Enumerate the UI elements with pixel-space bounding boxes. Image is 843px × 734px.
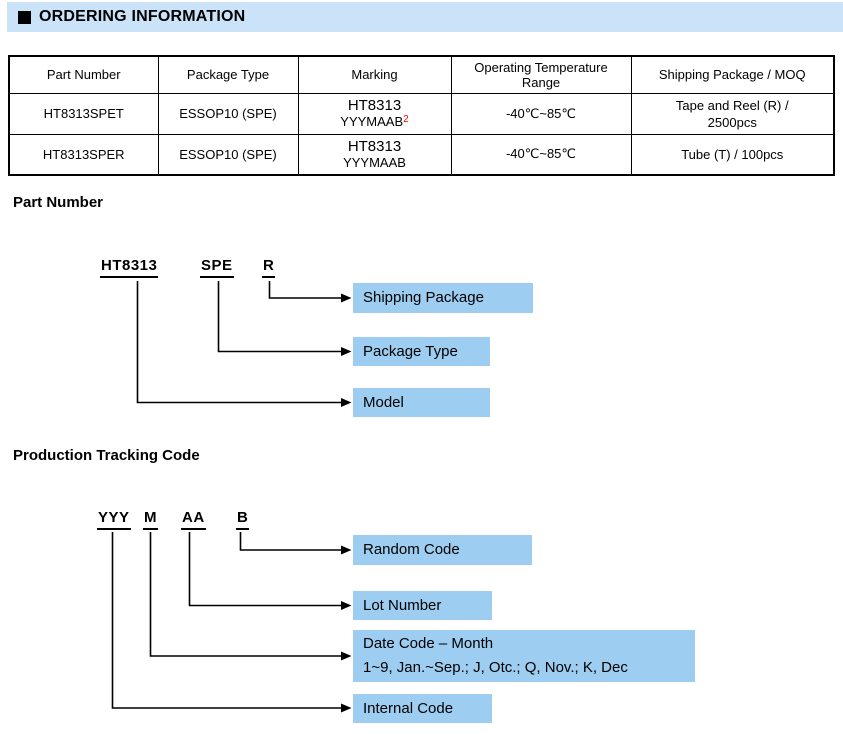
section-header — [7, 2, 843, 32]
package-type-box: Package Type — [353, 337, 490, 366]
section-bullet-icon — [18, 11, 31, 24]
date-code-line2: 1~9, Jan.~Sep.; J, Otc.; Q, Nov.; K, Dec — [363, 659, 628, 676]
arrow-right-icon — [341, 704, 352, 713]
table-header-row — [9, 56, 834, 93]
col-header-shipping: Shipping Package / MOQ — [631, 56, 834, 93]
shipping-line2: 2500pcs — [707, 114, 757, 130]
code-shipping: R — [262, 257, 275, 278]
col-header-part-number: Part Number — [9, 56, 158, 93]
date-code-box — [353, 630, 695, 682]
part-number-cell: HT8313SPER — [9, 134, 158, 175]
arrow-right-icon — [341, 398, 352, 407]
marking-line2 — [303, 155, 447, 170]
col-header-marking: Marking — [298, 56, 451, 93]
connector-package-type — [219, 281, 352, 356]
marking-footnote-superscript: 2 — [403, 113, 409, 125]
marking-code: YYYMAAB — [340, 113, 404, 129]
shipping-cell — [631, 93, 834, 134]
table-row — [9, 93, 834, 134]
internal-code-box: Internal Code — [353, 694, 492, 723]
section-title: ORDERING INFORMATION — [39, 8, 246, 25]
date-code-line1: Date Code – Month — [363, 635, 494, 652]
marking-cell — [298, 93, 451, 134]
code-model: HT8313 — [100, 257, 158, 278]
model-box: Model — [353, 388, 490, 417]
marking-line1: HT8313 — [347, 138, 402, 156]
code-aa: AA — [181, 509, 206, 530]
marking-line1: HT8313 — [347, 96, 402, 114]
package-type-cell: ESSOP10 (SPE) — [158, 93, 298, 134]
shipping-cell — [631, 134, 834, 175]
marking-cell — [298, 134, 451, 175]
connector-shipping-package — [270, 281, 352, 303]
ordering-table — [8, 55, 835, 176]
connector-internal-code — [113, 532, 352, 713]
code-m: M — [143, 509, 158, 530]
marking-code: YYYMAAB — [343, 155, 406, 171]
shipping-package-box: Shipping Package — [353, 283, 533, 313]
code-package: SPE — [200, 257, 234, 278]
temp-range-cell: -40℃~85℃ — [451, 93, 631, 134]
part-number-heading: Part Number — [13, 194, 104, 211]
shipping-line1: Tube (T) / 100pcs — [681, 146, 784, 162]
connector-date-code — [151, 532, 352, 661]
lot-number-box: Lot Number — [353, 591, 492, 620]
arrow-right-icon — [341, 546, 352, 555]
random-code-box: Random Code — [353, 535, 532, 565]
arrow-right-icon — [341, 652, 352, 661]
arrow-right-icon — [341, 294, 352, 303]
marking-line2 — [303, 114, 447, 131]
temp-range-cell: -40℃~85℃ — [451, 134, 631, 175]
arrow-right-icon — [341, 601, 352, 610]
shipping-line1: Tape and Reel (R) / — [675, 97, 789, 113]
connector-lot-number — [190, 532, 352, 610]
table-row — [9, 134, 834, 175]
part-number-cell: HT8313SPET — [9, 93, 158, 134]
code-yyy: YYY — [97, 509, 131, 530]
code-b: B — [236, 509, 249, 530]
connector-model — [138, 281, 352, 407]
col-header-temp-range: Operating Temperature Range — [451, 56, 631, 93]
tracking-code-heading: Production Tracking Code — [13, 447, 200, 464]
col-header-package-type: Package Type — [158, 56, 298, 93]
connector-random-code — [241, 532, 352, 555]
package-type-cell: ESSOP10 (SPE) — [158, 134, 298, 175]
arrow-right-icon — [341, 347, 352, 356]
